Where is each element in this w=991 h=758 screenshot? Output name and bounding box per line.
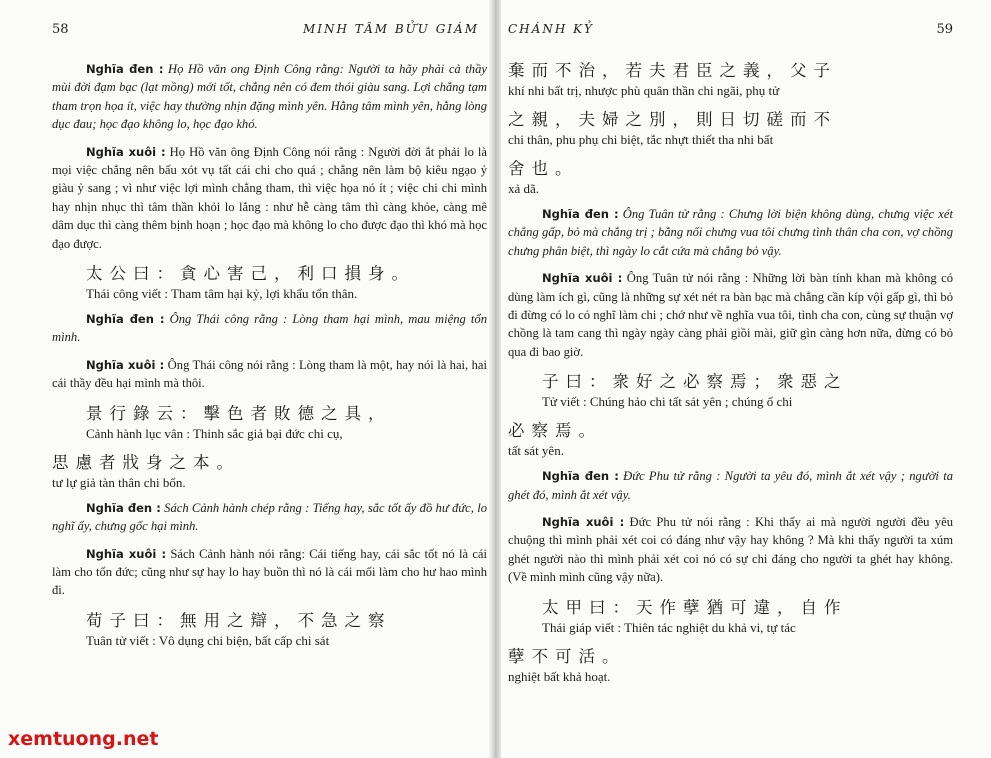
chinese-quote-line: 棄而不治，若夫君臣之義，父子 (508, 61, 837, 80)
meaning-label: Nghĩa đen : (86, 500, 161, 515)
meaning-text: Ông Tuân tử rằng : Chưng lời biện không dùng, chưng việc xét chẳng gấp, bỏ mà chẳng trị ; bằng nối chưng vua tôi chưng tình thân cha con, vợ chồng chưng phân biệt, thì ngày lo cắt cứa mà chẳng bỏ vậy. (508, 207, 953, 258)
meaning-label: Nghĩa đen : (86, 312, 165, 327)
left-page-number: 58 (52, 22, 69, 37)
meaning-label: Nghĩa xuôi : (542, 515, 625, 530)
quote-reading-line: nghiệt bất khả hoạt. (508, 668, 611, 684)
left-page (0, 0, 493, 758)
chinese-quote-line: 必察焉。 (508, 421, 602, 441)
chinese-quote-line: 孽不可活。 (508, 646, 626, 666)
literal-meaning-paragraph (52, 499, 487, 536)
quote-reading-line: khí nhi bất trị, nhược phù quân thần chi ngãi, phụ tử (508, 83, 780, 98)
right-page-number: 59 (936, 22, 953, 37)
meaning-text: Sách Cảnh hành nói rằng: Cái tiếng hay, cái sắc tốt nó là cái làm cho tổn đức; cũng như sự hay lo hay buồn thì nó là cái mối làm cho hư hao mình đi. (52, 546, 487, 598)
chinese-quote-line: 之親，夫婦之別，則日切磋而不 (508, 110, 837, 129)
meaning-text: Đức Phu tử rằng : Người ta yêu đó, mình ắt xét vậy ; người ta ghét đó, mình ắt xét vậy. (508, 469, 954, 502)
chinese-quote-line: 太甲曰：天作孽猶可違，自作 (542, 597, 848, 617)
meaning-label: Nghĩa xuôi : (542, 271, 623, 286)
site-watermark[interactable]: xemtuong.net (8, 728, 159, 750)
meaning-text: Họ Hồ văn ông Định Công nói rằng : Người đời ắt phải lo là mọi việc chẳng nên bấu xót vụ tất cái chi cho quá ; chẳng nên làm bộ kiêu ngạo ỷ giàu ỷ sang ; vì như việc lợi mình chẳng tham, thì việc họa nó ít ; việc chi chi mình hay nhịn nhục thì tâm thần khỏi lo lắng : như hễ càng tâm thì càng khỏe, càng mê dâm dục thì càng thêm bịnh hoạn ; học đạo mà không lo cho được đạo thì khó mà học đạo được. (52, 144, 487, 251)
right-page (496, 0, 991, 758)
quote-reading-line: tất sát yên. (508, 443, 564, 459)
chinese-quote-line: 景行錄云：擊色者敗德之具， (86, 403, 392, 423)
literal-meaning-paragraph (52, 310, 487, 347)
meaning-label: Nghĩa xuôi : (86, 357, 165, 372)
free-meaning-paragraph (508, 513, 953, 587)
left-running-title: MINH TÂM BỬU GIÁM (302, 22, 479, 36)
meaning-text: Sách Cảnh hành chép rằng : Tiếng hay, sắc tốt ấy đồ hư đức, lo nghĩ ấy, chưng gốc hại mình. (52, 500, 487, 534)
meaning-label: Nghĩa đen : (542, 469, 619, 484)
literal-meaning-paragraph (508, 205, 953, 260)
free-meaning-paragraph (508, 269, 953, 361)
meaning-text: Đức Phu tử nói rằng : Khi thấy ai mà người người đều yêu chuộng thì mình phải xét coi có đáng như vậy hay không ? Mà khi thấy người ta xúm ghét người nào thì mình phải xét coi nó có sự chi đáng cho người ta ghét hay không. (Về mình mình cũng vậy nữa). (508, 515, 953, 585)
quote-reading-line: Thái công viết : Tham tâm hại kỷ, lợi khẩu tổn thân. (86, 286, 358, 302)
right-running-title: CHÁNH KỶ (508, 22, 594, 36)
right-text-body (508, 60, 953, 685)
chinese-quote-line: 思慮者戕身之本。 (52, 452, 240, 472)
quote-reading-line: Tuân tử viết : Vô dụng chi biện, bất cấp chi sát (86, 632, 330, 648)
literal-meaning-paragraph (52, 60, 487, 134)
meaning-label: Nghĩa xuôi : (86, 546, 167, 561)
meaning-text: Họ Hồ văn ong Định Công rằng: Người ta hãy phải cả thầy mùi đời đạm bạc (lạt mồng) mới tốt, chẳng nên có đem thói giàu sang. Lợi chẳng tạm tham trọn họa ít, việc hay thường nhịn đặng mình yên. Hằng tâm mình yên, hằng lòng dục đau; học đạo không lo, học đạo khó. (52, 62, 487, 132)
meaning-text: Ông Tuân tử nói rằng : Những lời bàn tính khan mà không có dùng làm ích gì, cũng là những sự xét nét ra bàn bạc mà chẳng cần kíp vội gấp gì, thì bỏ đi đừng có lo có nghĩ làm chi ; chớ như về nghĩa vua tôi, tình cha con, cùng sự thuận vợ chồng là tam cang thì ngày ngày càng phải giồi mài, giữ gìn càng hơn nữa, đừng có bỏ qua đi bao giờ. (508, 271, 953, 359)
meaning-text: Ông Thái công rằng : Lòng tham hại mình, mau miệng tổn mình. (52, 312, 488, 345)
chinese-quote-line: 太公曰：貪心害己，利口損身。 (86, 264, 415, 284)
chinese-quote-line: 子曰：衆好之必察焉；衆惡之 (542, 372, 848, 392)
quote-reading-line: tư lự giả tàn thân chi bổn. (52, 474, 186, 490)
chinese-quote-line: 舍也。 (508, 159, 579, 178)
quote-reading-line: Thái giáp viết : Thiên tác nghiệt du khả vi, tự tác (542, 619, 796, 635)
free-meaning-paragraph (52, 545, 487, 600)
free-meaning-paragraph (52, 143, 487, 253)
chinese-quote-line: 荀子曰：無用之辯，不急之察 (86, 610, 392, 630)
meaning-label: Nghĩa đen : (542, 207, 619, 221)
meaning-label: Nghĩa xuôi : (86, 144, 166, 159)
right-running-head (508, 22, 953, 44)
quote-reading-line: Tử viết : Chúng hảo chi tất sát yên ; chúng ố chi (542, 394, 793, 410)
meaning-text: Ông Thái công nói rằng : Lòng tham là một, hay nói là hai, hai cái thầy đều hại mình mà thôi. (52, 357, 487, 391)
quote-reading-line: chi thân, phu phụ chi biệt, tắc nhựt thiết tha nhi bất (508, 132, 774, 147)
literal-meaning-paragraph (508, 467, 953, 504)
free-meaning-paragraph (52, 356, 487, 393)
left-running-head (52, 22, 487, 44)
left-text-body (52, 60, 487, 649)
quote-reading-line: xả dã. (508, 181, 540, 196)
quote-reading-line: Cảnh hành lục vân : Thinh sắc giả bại đức chi cụ, (86, 425, 343, 441)
meaning-label: Nghĩa đen : (86, 62, 164, 76)
